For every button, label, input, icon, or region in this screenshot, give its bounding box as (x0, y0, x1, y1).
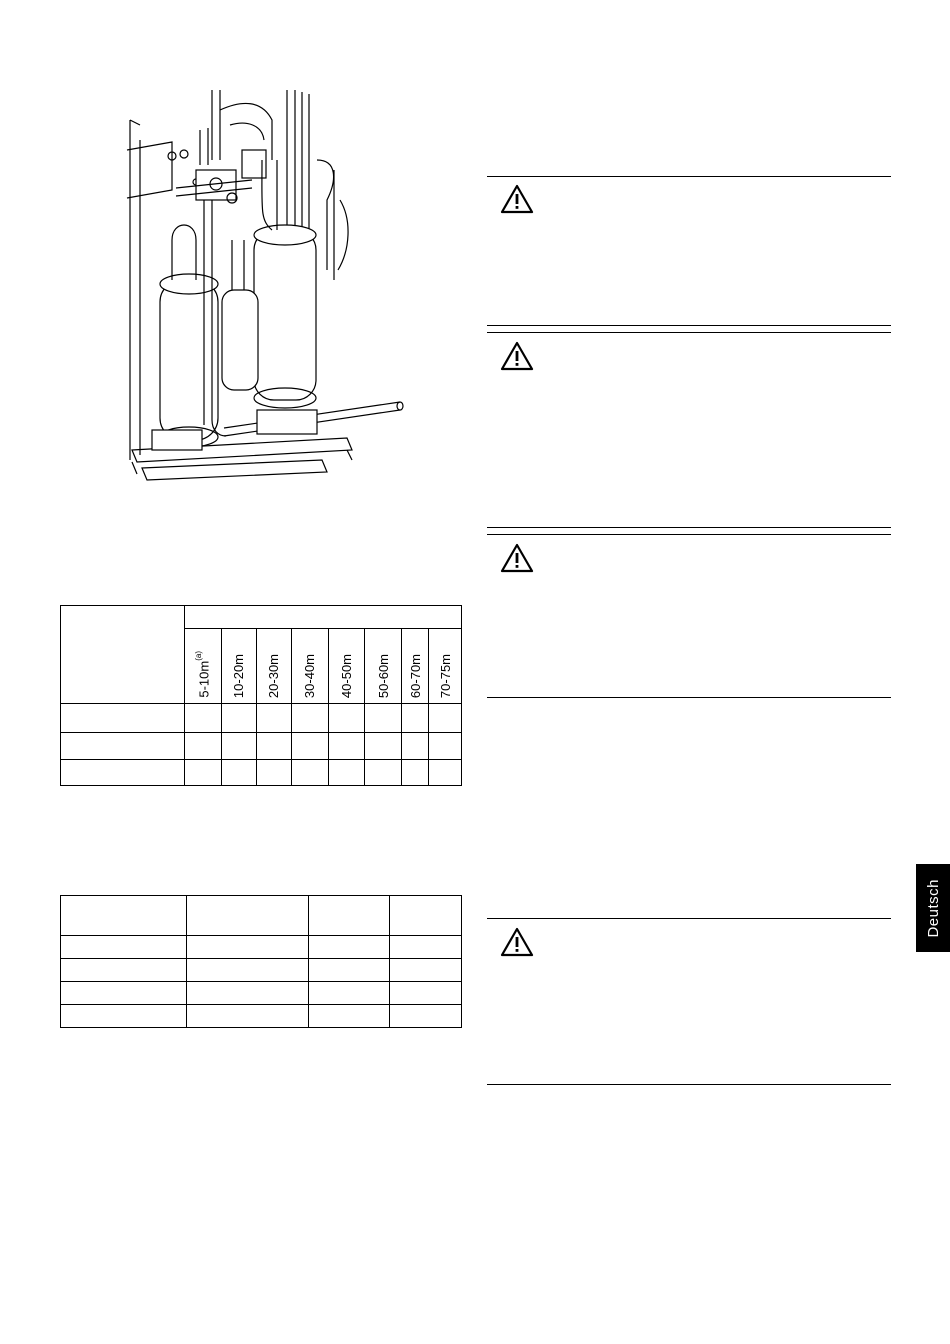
language-tab-label: Deutsch (924, 878, 942, 938)
table-cell (291, 733, 328, 760)
table-cell (61, 1005, 187, 1028)
table-cell (365, 760, 402, 786)
warning-triangle-icon (500, 543, 534, 573)
table-cell (61, 982, 187, 1005)
table-cell (328, 733, 365, 760)
table-header-cell (61, 606, 185, 704)
column-header-5-10m: $5-10m^{(a)}$ (185, 629, 222, 704)
table-cell (365, 733, 402, 760)
column-header-30-40m: 30-40m (291, 629, 328, 704)
table-cell (61, 733, 185, 760)
table-cell (256, 760, 291, 786)
table-cell (61, 704, 185, 733)
table-header-cell (187, 896, 309, 936)
table-cell (256, 704, 291, 733)
column-header-70-75m: 70-75m (429, 629, 462, 704)
table-cell (256, 733, 291, 760)
table-cell (61, 760, 185, 786)
table-cell (309, 959, 389, 982)
table-cell (221, 733, 256, 760)
table-cell (61, 936, 187, 959)
table-cell (402, 760, 429, 786)
table-cell (185, 704, 222, 733)
table-row (61, 760, 462, 786)
table-cell (429, 733, 462, 760)
table-cell (185, 760, 222, 786)
warning-box-3-top-rule (487, 534, 891, 535)
table-header-row (61, 606, 462, 629)
warning-box-2-top-rule (487, 332, 891, 333)
table-header-cell (309, 896, 389, 936)
table-cell (389, 1005, 461, 1028)
table-cell (389, 982, 461, 1005)
table-row (61, 733, 462, 760)
table-row (61, 959, 462, 982)
table-cell (402, 733, 429, 760)
column-header-40-50m: 40-50m (328, 629, 365, 704)
table-row (61, 982, 462, 1005)
table-row (61, 1005, 462, 1028)
table-cell (187, 959, 309, 982)
table-cell (187, 936, 309, 959)
table-cell (221, 760, 256, 786)
table-cell (187, 1005, 309, 1028)
table-header-row (61, 896, 462, 936)
table-cell (61, 959, 187, 982)
table-cell (309, 936, 389, 959)
table-cell (389, 936, 461, 959)
warning-box-2-bottom-rule (487, 527, 891, 528)
table-row (61, 936, 462, 959)
table-row (61, 704, 462, 733)
table-cell (221, 704, 256, 733)
table-cell (429, 760, 462, 786)
warning-triangle-icon (500, 184, 534, 214)
table-cell (389, 959, 461, 982)
column-header-60-70m: 60-70m (402, 629, 429, 704)
warning-triangle-icon (500, 341, 534, 371)
table-header-cell (389, 896, 461, 936)
table-cell (429, 704, 462, 733)
column-header-50-60m: 50-60m (365, 629, 402, 704)
warning-box-4-top-rule (487, 918, 891, 919)
table-cell (328, 760, 365, 786)
table-cell (309, 982, 389, 1005)
table-header-cell (185, 606, 462, 629)
table-cell (328, 704, 365, 733)
compressor-illustration (112, 80, 412, 500)
spec-table (60, 895, 462, 1028)
warning-box-3-bottom-rule (487, 697, 891, 698)
table-cell (365, 704, 402, 733)
table-header-cell (61, 896, 187, 936)
warning-triangle-icon (500, 927, 534, 957)
column-header-10-20m: 10-20m (221, 629, 256, 704)
table-cell (291, 760, 328, 786)
column-header-20-30m: 20-30m (256, 629, 291, 704)
warning-box-4-bottom-rule (487, 1084, 891, 1085)
table-cell (402, 704, 429, 733)
pipe-length-table (60, 605, 462, 786)
table-cell (309, 1005, 389, 1028)
table-cell (187, 982, 309, 1005)
language-tab (916, 864, 950, 952)
table-cell (185, 733, 222, 760)
warning-box-1-bottom-rule (487, 325, 891, 326)
table-cell (291, 704, 328, 733)
warning-box-1-top-rule (487, 176, 891, 177)
